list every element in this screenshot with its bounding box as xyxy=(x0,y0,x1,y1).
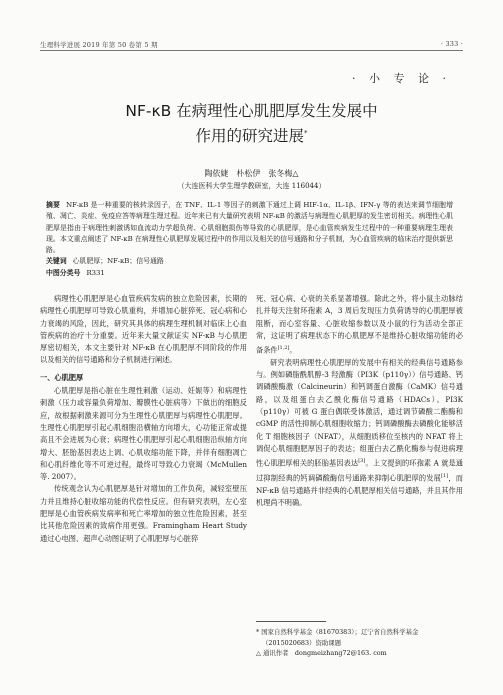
corresponding-label: △ 通讯作者 xyxy=(256,649,289,657)
footnote-rule xyxy=(256,621,326,622)
body-paragraph: 传统观念认为心肌肥厚是针对增加的工作负荷，减轻室壁压力并且维持心脏收缩功能的代偿性反应。但有研究表明，左心室肥厚是心血管疾病发病率和死亡率增加的独立性危险因素，甚至比其他危险因素的致病作用更强。Framingham Heart Study 通过心电图、超声心动图证明了心肌肥厚与心脏猝 xyxy=(40,484,247,543)
citation: [1,2] xyxy=(277,345,290,352)
corresponding-email: dongmeizhang72@163. com xyxy=(294,649,387,657)
section-heading: 一、心肌肥厚 xyxy=(40,372,84,382)
paragraph-text: 死、冠心病、心衰的关系显著增强。除此之外，将小鼠主动脉结扎并每天注射环孢素 A，3 周后发现压力负荷诱导的心肌肥厚被阻断，而心室容量、心脏收缩参数以及小鼠的行为活动全部正常，这证明了病理状态下的心肌肥厚不是维持心脏收缩功能的必备条件 xyxy=(256,294,463,355)
abstract-text: NF-κB 是一种重要的核转录因子，在 TNF、IL-1 等因子的刺激下通过上调 HIF-1α、IL-1β、IFN-γ 等的表达来调节细胞增殖、凋亡、炎症、免疫应答等病理生理过程。近年来已有大量研究表明 NF-κB 的激活与病理性心肌肥厚的发生密切相关。病理性心肌肥厚是指由于病理性刺激诱如血流动力学超负荷、心肌细胞损伤等导致的心肌肥厚，是心血管疾病发生过程中的一种重要病理生理表现。本文重点阐述了 NF-κB 在病理性心肌肥厚发展过程中的作用以及相关的信号通路和分子机制，为心血管疾病的临床治疗提供新思路。 xyxy=(46,201,453,255)
affiliation: （大连医科大学生理学教研室，大连 116044） xyxy=(177,182,326,190)
page-number: · 333 · xyxy=(440,40,463,48)
abstract-block xyxy=(46,200,453,279)
title-line-1: NF-κB 在病理性心肌肥厚发生发展中 xyxy=(125,102,378,120)
title-line-2 xyxy=(40,122,463,147)
paragraph-text: 研究表明病理性心肌肥厚的发展中有相关的经典信号通路参与。例如磷脂酰肌醇-3 羟激酶（PI3K（p110γ））信号通路、钙调磷酸酶激（Calcineurin）和钙调蛋白激酶（CaMK）信号通路，以及组蛋白去乙酰化酶信号通路（HDACs）。PI3K（p110γ）可被 G 蛋白偶联受体激活，通过调节磷酸二酯酶和 cGMP 的活性抑制心肌细胞收缩力；钙调磷酸酶去磷酸化能够活化 T 细胞核因子（NFAT），从细胞质移位至核内的 NFAT 将上调促心肌细胞肥厚因子的表达；组蛋白去乙酰化酶参与促进病理性心肌肥厚相关的胚胎基因表达 xyxy=(256,357,463,468)
header-rule xyxy=(40,50,463,51)
title-line-2-text: 作用的研究进展 xyxy=(195,127,304,146)
paragraph-text: 。 xyxy=(289,345,297,355)
keywords-text: 心肌肥厚；NF-κB；信号通路 xyxy=(72,257,164,266)
citation: [1] xyxy=(441,472,449,479)
section-tag: · 小 专 论 · xyxy=(352,72,451,85)
body-paragraph xyxy=(256,357,463,509)
corresponding-author xyxy=(256,648,463,659)
paragraph-text: 。上文提到的环孢素 A 就是通过抑制经典的钙调磷酸酶信号通路来抑制心肌肥厚的发展 xyxy=(256,458,463,483)
title-fund-mark: * xyxy=(304,129,308,137)
body-paragraph: 病理性心肌肥厚是心血管疾病发病的独立危险因素，长期的病理性心肌肥厚可导致心肌重构，并增加心脏猝死、冠心病和心力衰竭的风险，因此，研究其具体的病理生理机制对临床上心血管疾病的治疗十分重要。近年来大量文献证实 NF-κB 与心肌肥厚密切相关，本文主要针对 NF-κB 在心肌肥厚不同阶段的作用以及相关的信号通路和分子机制进行阐述。 xyxy=(40,294,247,365)
paragraph-text: ，而 NF-κB 信号通路并非经典的心肌肥厚相关信号通路，并且其作用机理尚不明确。 xyxy=(256,473,463,507)
funding-note-cont: （2015020683）资助课题 xyxy=(262,638,342,647)
running-header-journal: 生理科学进展 2019 年第 50 卷第 5 期 xyxy=(40,41,158,49)
footnotes xyxy=(256,627,463,659)
authors: 陶依婕 朴松伊 张冬梅△ xyxy=(204,169,299,178)
abstract-paragraph xyxy=(46,200,453,256)
body-column-right xyxy=(256,293,463,509)
funding-note: * 国家自然科学基金（81670383）；辽宁省自然科学基金 xyxy=(256,628,419,636)
citation: [3] xyxy=(358,458,366,465)
classification-label: 中图分类号 xyxy=(46,268,81,277)
classification-line xyxy=(46,268,453,279)
body-column-left xyxy=(40,293,247,545)
article-title xyxy=(40,100,463,147)
body-paragraph xyxy=(256,293,463,357)
keywords-line xyxy=(46,256,453,267)
classification-code: R331 xyxy=(86,268,105,277)
body-paragraph: 心肌肥厚是指心脏在生理性刺激（运动、妊娠等）和病理性刺激（压力或容量负荷增加、瓣膜性心脏病等）下做出的细胞反应，故根据刺激来源可分为生理性心肌肥厚与病理性心肌肥厚。生理性心肌肥厚引起心肌细胞沿横轴方向增大，心功能正常或提高且不会进展为心衰；病理性心肌肥厚引起心肌细胞沿纵轴方向增大、胚胎基因表达上调、心肌收缩功能下降，并伴有细胞凋亡和心肌纤维化等不可逆过程，最终可导致心力衰竭（McMullen 等. 2007）。 xyxy=(40,386,247,482)
abstract-label: 摘要 xyxy=(46,201,61,209)
keywords-label: 关键词 xyxy=(46,257,67,266)
